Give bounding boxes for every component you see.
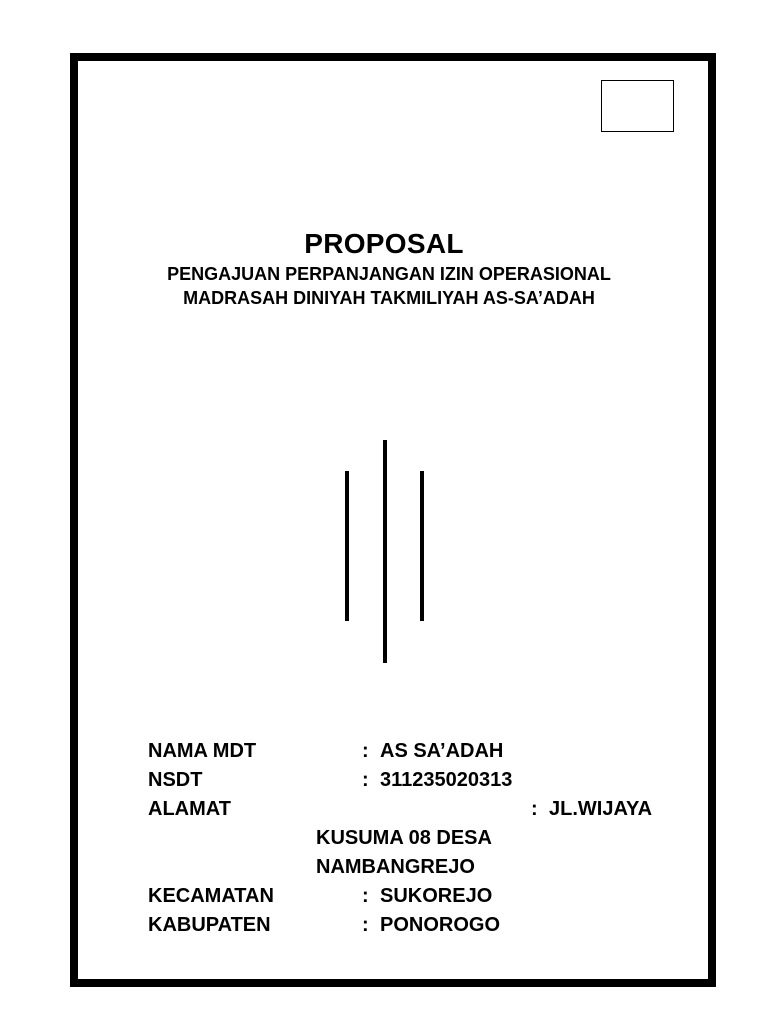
- nama-label: NAMA MDT: [148, 740, 257, 762]
- kecamatan-label: KECAMATAN: [148, 885, 274, 907]
- kecamatan-colon: :: [362, 885, 369, 907]
- alamat-value-line-2: KUSUMA 08 DESA: [316, 827, 492, 849]
- alamat-value-line-1: JL.WIJAYA: [549, 798, 653, 820]
- alamat-label: ALAMAT: [148, 798, 231, 820]
- photo-box: [601, 80, 674, 132]
- decorative-bar-left: [345, 471, 349, 621]
- kecamatan-value: SUKOREJO: [380, 885, 493, 907]
- nsdt-label: NSDT: [148, 769, 203, 791]
- decorative-bar-right: [420, 471, 424, 621]
- decorative-bar-middle: [383, 440, 387, 663]
- nama-colon: :: [362, 740, 369, 762]
- nama-value: AS SA’ADAH: [380, 740, 504, 762]
- nsdt-value: 311235020313: [380, 769, 513, 791]
- alamat-value-line-3: NAMBANGREJO: [316, 856, 475, 878]
- kabupaten-colon: :: [362, 914, 369, 936]
- subtitle-line-1: PENGAJUAN PERPANJANGAN IZIN OPERASIONAL: [167, 264, 611, 284]
- nsdt-colon: :: [362, 769, 369, 791]
- kabupaten-value: PONOROGO: [380, 914, 501, 936]
- kabupaten-label: KABUPATEN: [148, 914, 271, 936]
- alamat-colon: :: [531, 798, 538, 820]
- subtitle-line-2: MADRASAH DINIYAH TAKMILIYAH AS-SA’ADAH: [183, 288, 595, 308]
- document-title: PROPOSAL: [304, 228, 464, 259]
